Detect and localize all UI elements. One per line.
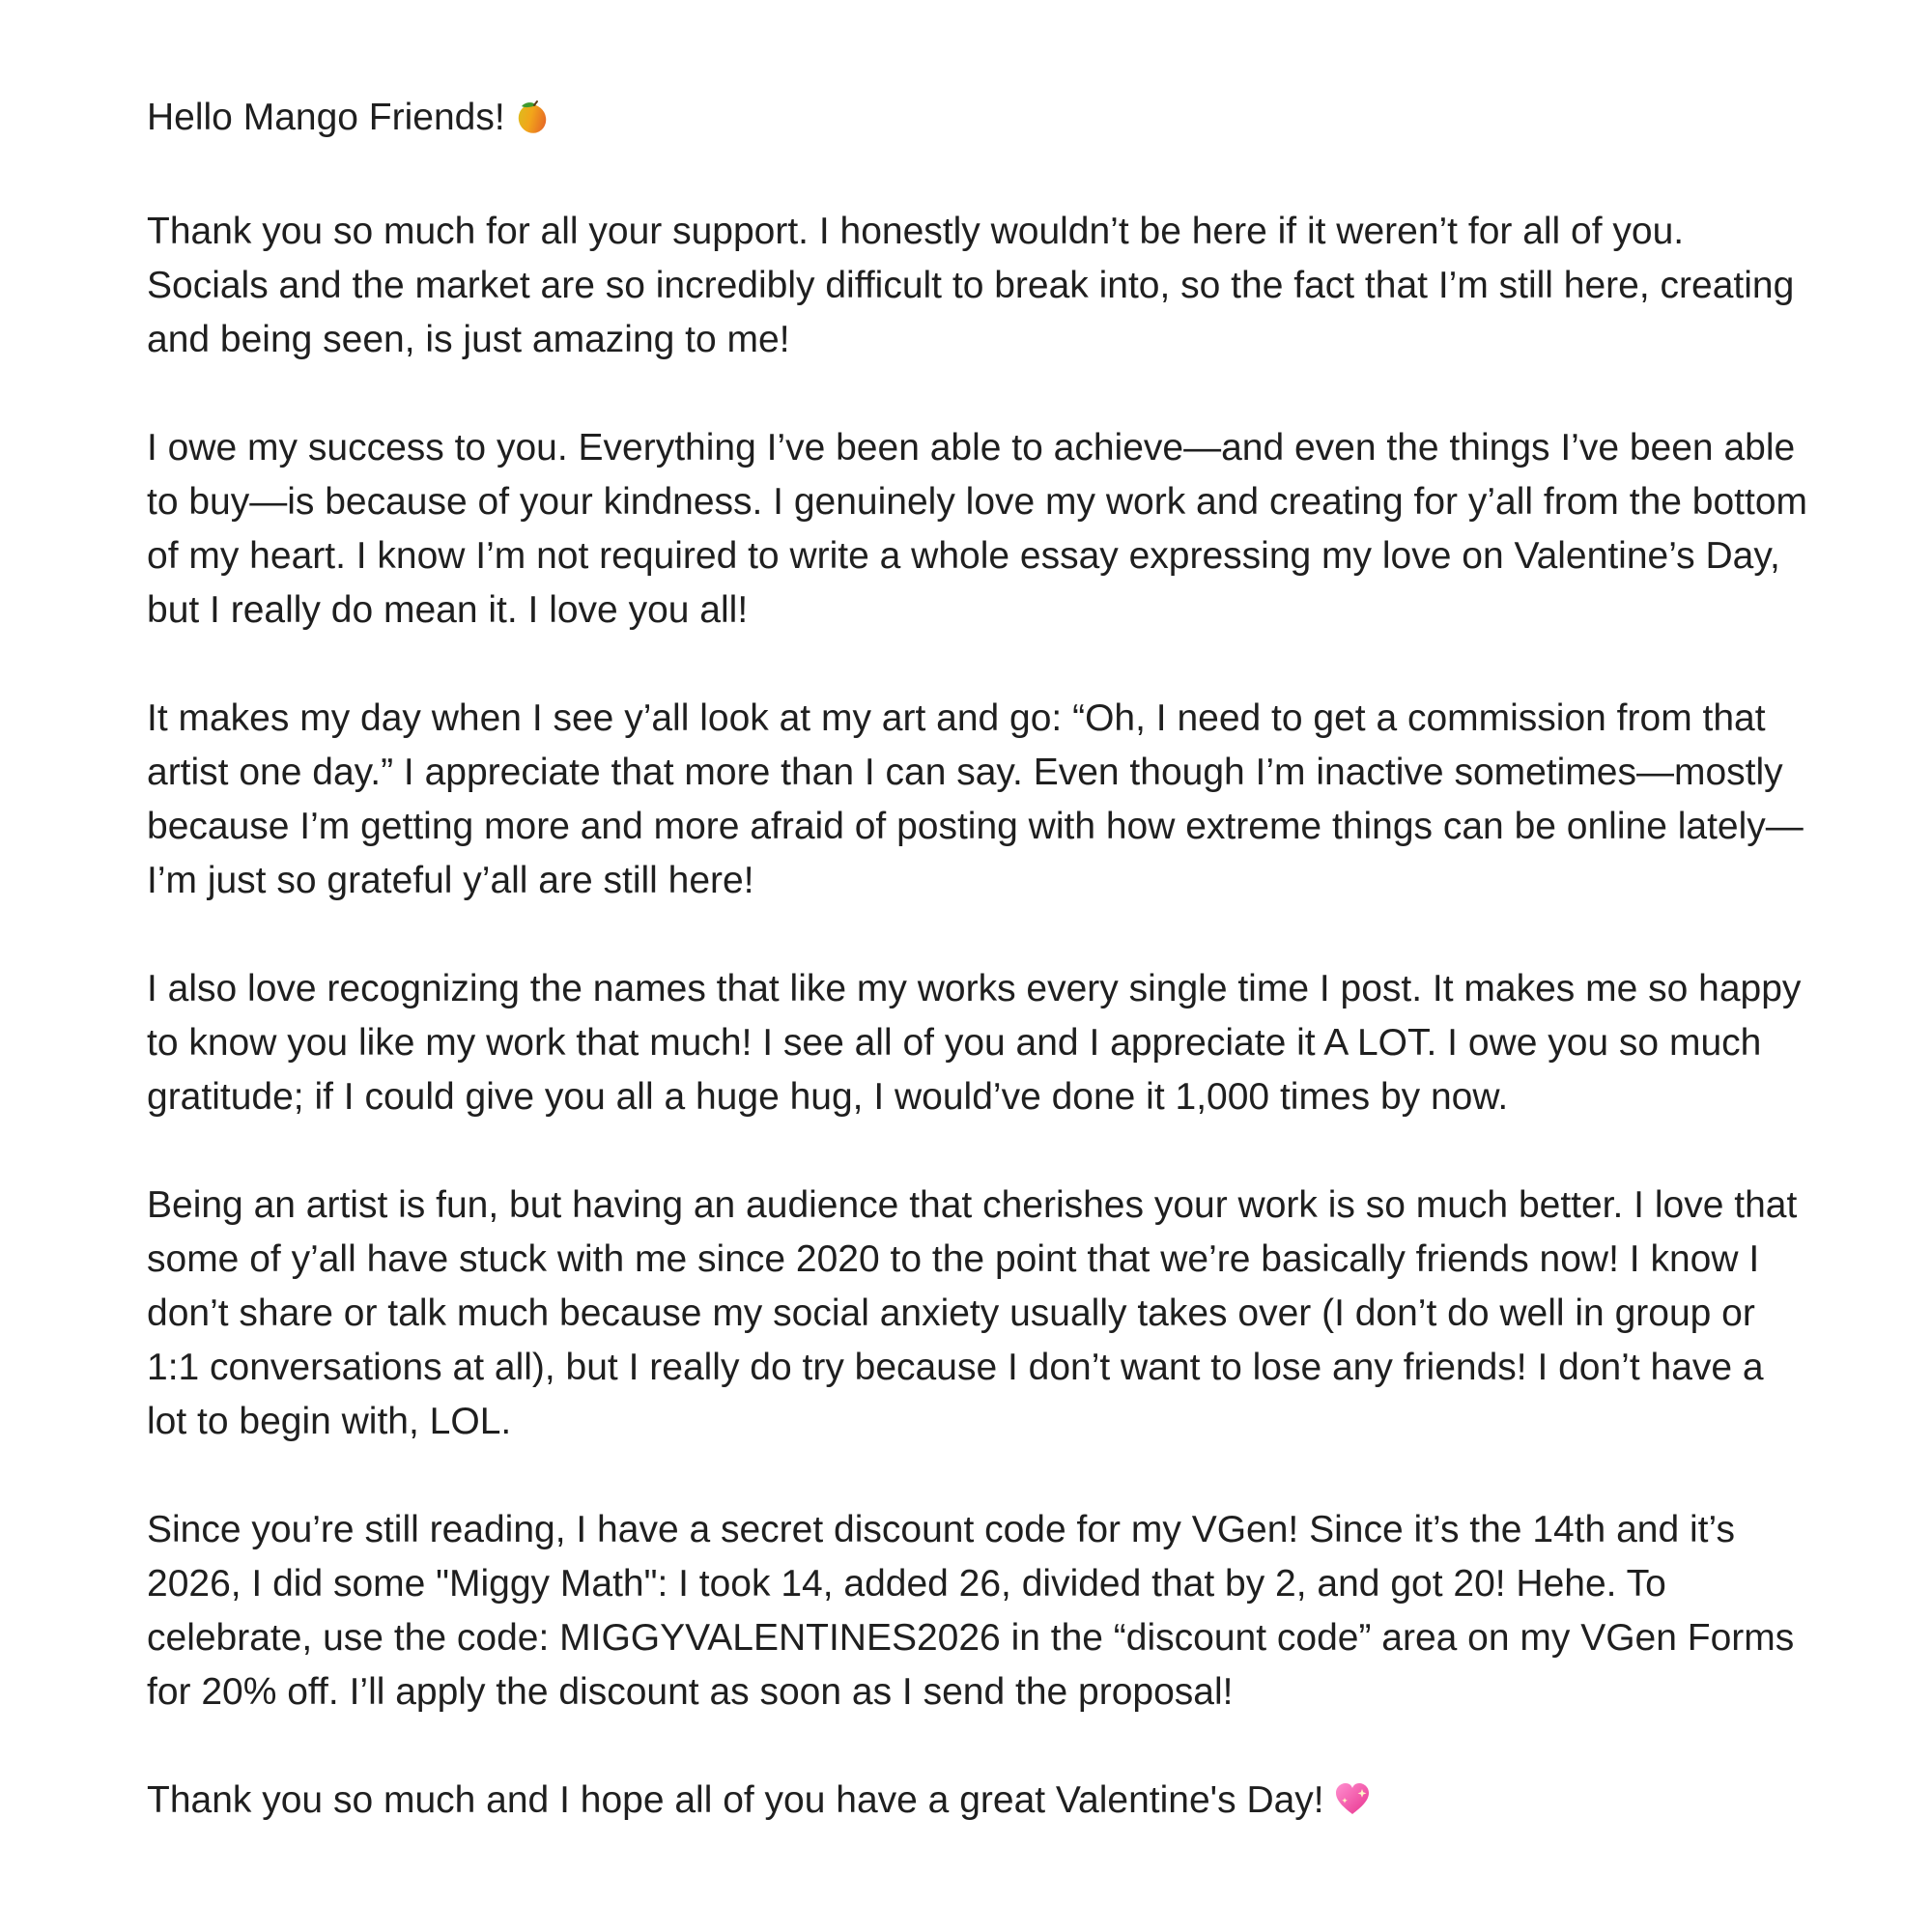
paragraph-4: I also love recognizing the names that like my works every single time I post. It makes me so happy to know you like my work that much! I see all of you and I appreciate it A LOT. I owe you so much gratitude; if I could give you all a huge hug, I would’ve done it 1,000 times by now. [147, 968, 1802, 1118]
paragraph-1: Thank you so much for all your support. I honestly wouldn’t be here if it weren’t for all of you. Socials and the market are so incredibly difficult to break into, so the fact that I’m still here, creating and being seen, is just amazing to me! [147, 211, 1795, 360]
closing-line [147, 1774, 1808, 1833]
greeting-line [147, 91, 1808, 151]
mango-icon [513, 97, 552, 151]
closing-text: Thank you so much and I hope all of you have a great Valentine's Day! [147, 1779, 1324, 1821]
paragraph-3: It makes my day when I see y’all look at my art and go: “Oh, I need to get a commission from that artist one day.” I appreciate that more than I can say. Even though I’m inactive sometimes—mostly because I’m getting more and more afraid of posting with how extreme things can be online lately—I’m just so grateful y’all are still here! [147, 697, 1804, 901]
note-body [147, 91, 1808, 1888]
paragraph-5: Being an artist is fun, but having an audience that cherishes your work is so much better. I love that some of y’all have stuck with me since 2020 to the point that we’re basically friends now! I know I don’t share or talk much because my social anxiety usually takes over (I don’t do well in group or 1:1 conversations at all), but I really do try because I don’t want to lose any friends! I don’t have a lot to begin with, LOL. [147, 1184, 1798, 1442]
paragraph-2: I owe my success to you. Everything I’ve been able to achieve—and even the things I’ve been able to buy—is because of your kindness. I genuinely love my work and creating for y’all from the bottom of my heart. I know I’m not required to write a whole essay expressing my love on Valentine’s Day, but I really do mean it. I love you all! [147, 427, 1808, 631]
sparkling-heart-icon [1332, 1779, 1373, 1833]
greeting-text: Hello Mango Friends! [147, 97, 505, 138]
paragraph-6: Since you’re still reading, I have a secret discount code for my VGen! Since it’s the 14th and it’s 2026, I did some "Miggy Math": I took 14, added 26, divided that by 2, and got 20! Hehe. To celebrate, use the code: MIGGYVALENTINES2026 in the “discount code” area on my VGen Forms for 20% off. I’ll apply the discount as soon as I send the proposal! [147, 1509, 1795, 1713]
